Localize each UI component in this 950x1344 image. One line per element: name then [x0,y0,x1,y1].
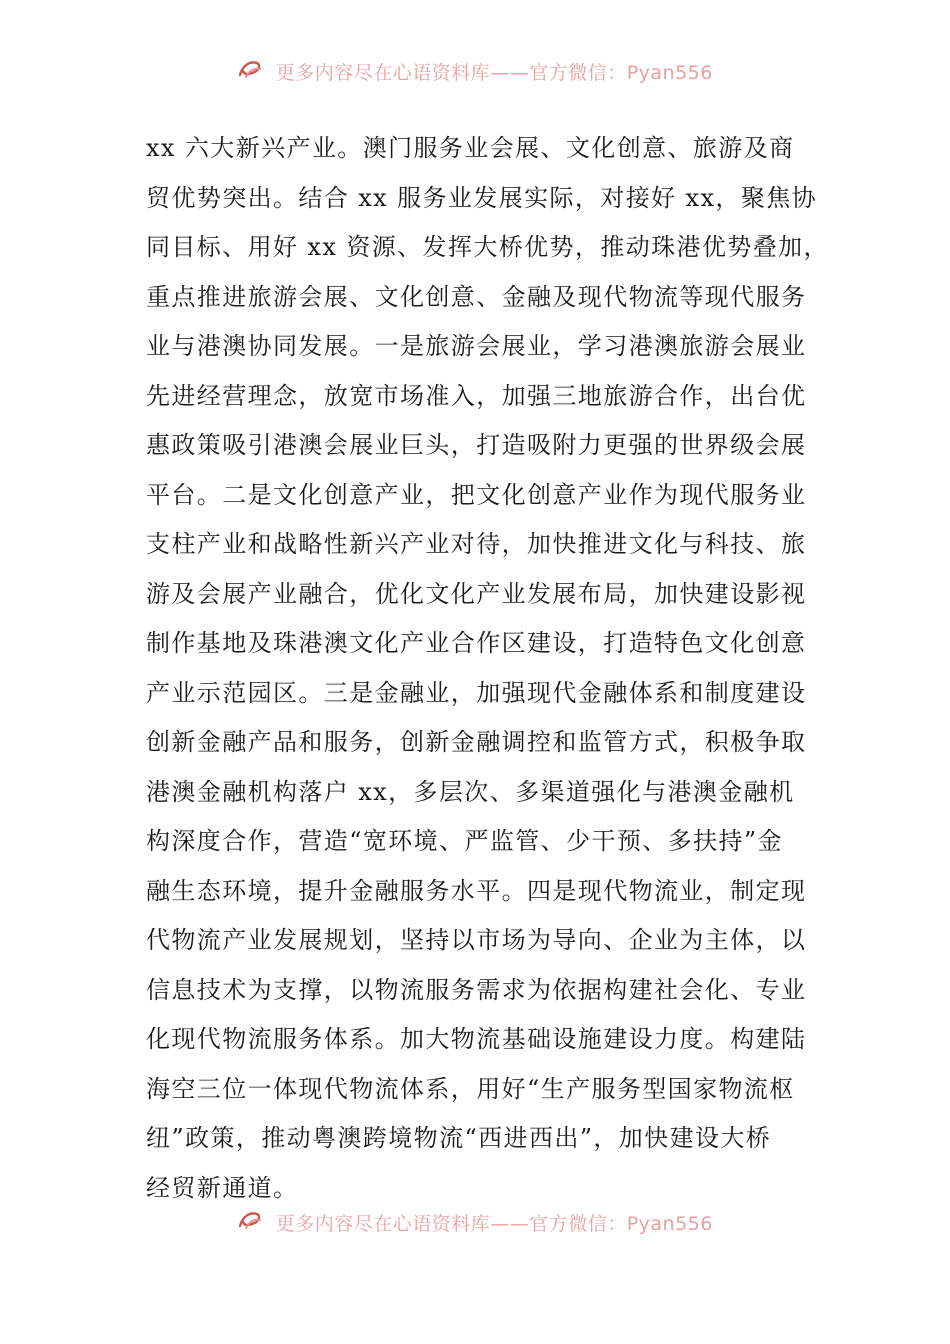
text-line: 融生态环境，提升金融服务水平。四是现代物流业，制定现 [146,876,807,905]
text-line: 制作基地及珠港澳文化产业合作区建设，打造特色文化创意 [146,629,807,657]
watermark-text: 更多内容尽在心语资料库——官方微信：Pyan556 [275,62,713,84]
text-line: 贸优势突出。结合 xx 服务业发展实际，对接好 xx，聚焦协 [146,183,818,212]
text-line: 港澳金融机构落户 xx，多层次、多渠道强化与港澳金融机 [146,777,795,806]
text-line: 同目标、用好 xx 资源、发挥大桥优势，推动珠港优势叠加， [146,233,829,261]
text-line: xx 六大新兴产业。澳门服务业会展、文化创意、旅游及商 [146,134,795,162]
text-line: 创新金融产品和服务，创新金融调控和监管方式，积极争取 [146,728,807,756]
text-line: 业与港澳协同发展。一是旅游会展业，学习港澳旅游会展业 [146,332,807,360]
text-line: 海空三位一体现代物流体系，用好“生产服务型国家物流枢 [146,1074,795,1103]
text-line: 支柱产业和战略性新兴产业对待，加快推进文化与科技、旅 [146,530,807,558]
text-line: 产业示范园区。三是金融业，加强现代金融体系和制度建设 [146,678,807,707]
footer-watermark [0,1209,950,1236]
text-line: 重点推进旅游会展、文化创意、金融及现代物流等现代服务 [146,282,807,311]
text-line: 游及会展产业融合，优化文化产业发展布局，加快建设影视 [146,579,807,608]
header-watermark [0,58,950,85]
text-line: 经贸新通道。 [146,1173,299,1202]
text-line: 化现代物流服务体系。加大物流基础设施建设力度。构建陆 [146,1025,807,1053]
watermark-logo-icon [237,58,263,85]
document-body [146,124,829,1213]
text-line: 纽”政策，推动粤澳跨境物流“西进西出”，加快建设大桥 [146,1124,772,1152]
text-line: 构深度合作，营造“宽环境、严监管、少干预、多扶持”金 [146,827,783,855]
text-line: 先进经营理念，放宽市场准入，加强三地旅游合作，出台优 [146,381,807,410]
text-line: 平台。二是文化创意产业，把文化创意产业作为现代服务业 [146,480,807,509]
watermark-logo-icon [237,1209,263,1236]
text-line: 惠政策吸引港澳会展业巨头，打造吸附力更强的世界级会展 [146,431,807,459]
text-line: 信息技术为支撑，以物流服务需求为依据构建社会化、专业 [146,975,807,1004]
watermark-text: 更多内容尽在心语资料库——官方微信：Pyan556 [275,1213,713,1235]
text-line: 代物流产业发展规划，坚持以市场为导向、企业为主体，以 [146,926,807,954]
